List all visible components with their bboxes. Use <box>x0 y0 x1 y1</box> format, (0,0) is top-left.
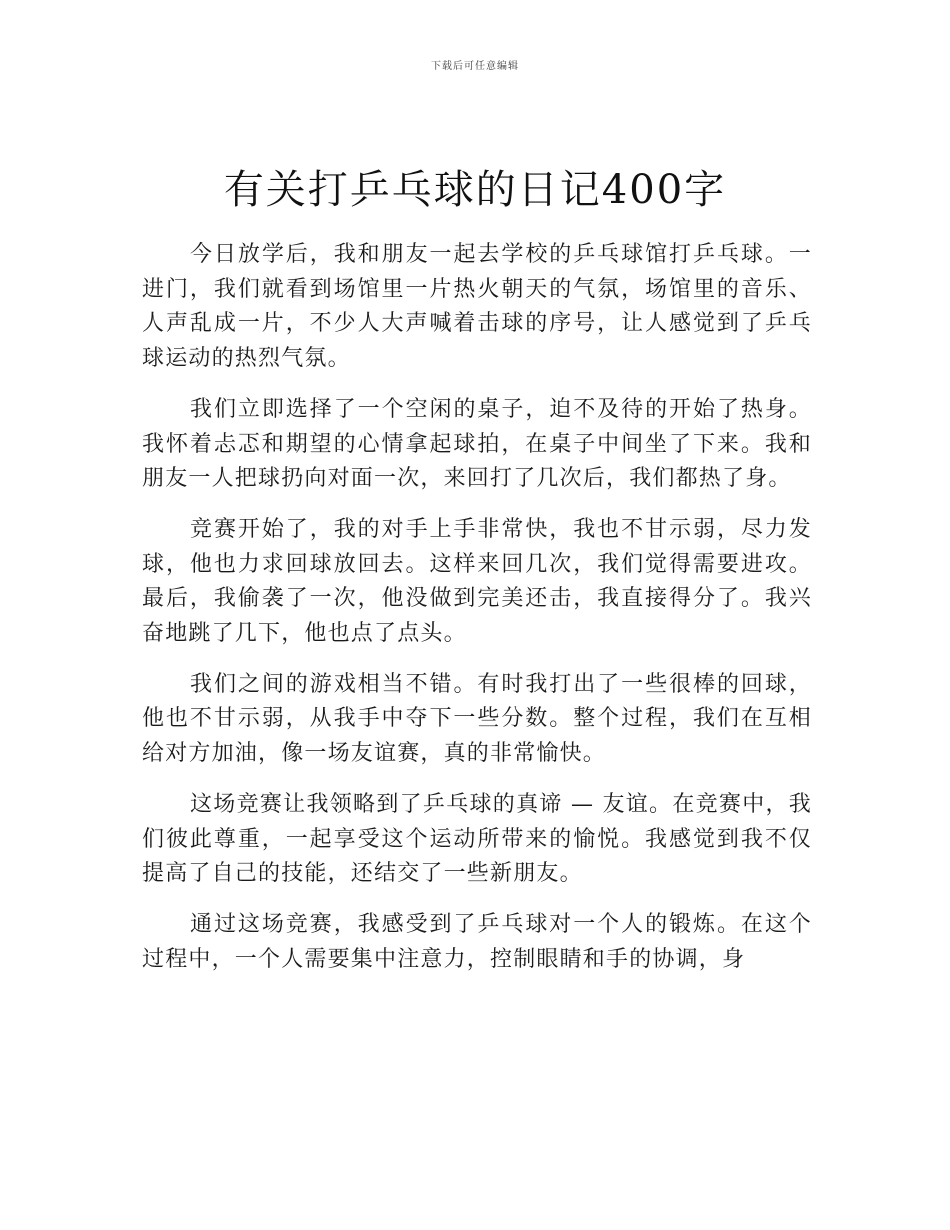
paragraph: 竞赛开始了，我的对手上手非常快，我也不甘示弱，尽力发球，他也力求回球放回去。这样来回几次，我们觉得需要进攻。最后，我偷袭了一次，他没做到完美还击，我直接得分了。我兴奋地跳了几下，他也点了点头。 <box>142 516 812 647</box>
paragraph: 我们之间的游戏相当不错。有时我打出了一些很棒的回球，他也不甘示弱，从我手中夺下一些分数。整个过程，我们在互相给对方加油，像一场友谊赛，真的非常愉快。 <box>142 671 812 767</box>
page-header-note: 下载后可任意编辑 <box>431 61 519 72</box>
paragraph: 通过这场竞赛，我感受到了乒乓球对一个人的锻炼。在这个过程中，一个人需要集中注意力，控制眼睛和手的协调，身 <box>142 911 812 972</box>
paragraph: 我们立即选择了一个空闲的桌子，迫不及待的开始了热身。我怀着忐忑和期望的心情拿起球拍，在桌子中间坐了下来。我和朋友一人把球扔向对面一次，来回打了几次后，我们都热了身。 <box>142 396 812 492</box>
paragraph: 今日放学后，我和朋友一起去学校的乒乓球馆打乒乓球。一进门，我们就看到场馆里一片热火朝天的气氛，场馆里的音乐、人声乱成一片，不少人大声喊着击球的序号，让人感觉到了乒乓球运动的热烈气氛。 <box>142 242 812 372</box>
document-body <box>142 238 812 993</box>
paragraph: 这场竞赛让我领略到了乒乓球的真谛 — 友谊。在竞赛中，我们彼此尊重，一起享受这个运动所带来的愉悦。我感觉到我不仅提高了自己的技能，还结交了一些新朋友。 <box>142 791 812 887</box>
document-title: 有关打乒乓球的日记400字 <box>223 167 727 213</box>
